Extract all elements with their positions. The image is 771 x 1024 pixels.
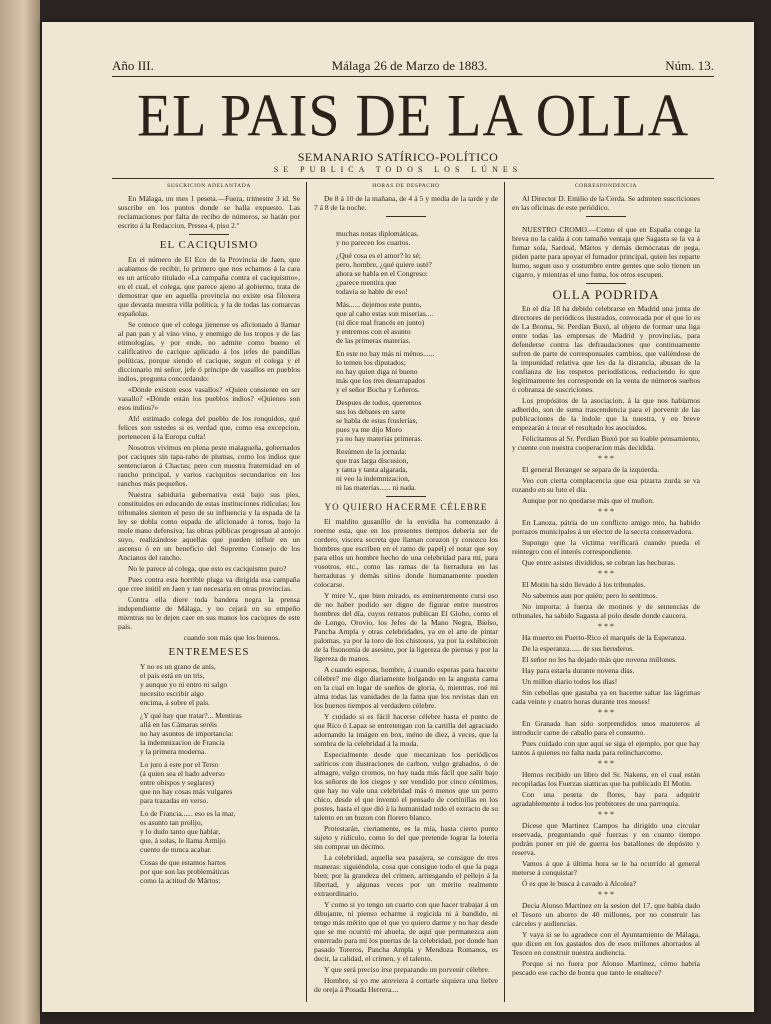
- subscription-text: En Málaga, un mes 1 peseta.—Fuera, trimestre 3 id. Se suscribe en los puntos donde se halla expuesto. Las reclamaciones por falta de recibo de números, se harán por escrito á la Redaccion, Presea 4, piso 2.º: [118, 194, 300, 230]
- paragraph: Aunque por no quedarse más que el muñon.: [522, 496, 655, 505]
- paragraph: Nosotros vivimos en plena peste malagueña, gobernados por caciques sin tapa-rabo de plumas, como los indios que sentenciaron á Chactas; pero con nuestra fraternidad en el rancho principal, y varios caciquitos secundarios en los ranchos más pequeños.: [118, 443, 300, 488]
- paragraph: El general Beranger se separa de la izquierda.: [522, 465, 660, 474]
- section-stars: * * *: [598, 708, 614, 717]
- section-stars: * * *: [598, 454, 614, 463]
- column-1: [118, 182, 300, 1002]
- divider: [386, 496, 426, 497]
- section-stars: * * *: [598, 622, 614, 631]
- paragraph: No sabemos aun por quién; pero lo sentimos.: [522, 591, 658, 600]
- verse-line: y aunque yo ni entro ni salgo: [140, 680, 228, 689]
- paragraph: De la esperanza...... de sus herederos.: [522, 644, 635, 653]
- header-rule-top: [112, 76, 714, 77]
- paragraph: En Lanoza, pátria de un conflicto amigo mio, ha habido porrazos municipales á un elector de la seccta conservadora.: [512, 518, 700, 536]
- verse-line: y no parecen los cuartos.: [336, 238, 411, 247]
- paragraph: Protestarán, ciertamente, es la mía, hasta cierto punto sujeto y ridículo, como lo del que pretende lograr la lotería sin comprar un décimo.: [314, 824, 498, 851]
- verse-line: que no hay cosas más vulgares: [140, 787, 233, 796]
- section-stars: * * *: [598, 810, 614, 819]
- verse-line: y el señor Bocha y Leñeros.: [336, 385, 420, 394]
- paragraph: Sin cebollas que gastaba ya en haceme saltar las lágrimas cada veinte y cuatro horas durante tres meses!: [512, 688, 700, 706]
- paragraph: En el día 18 ha debido celebrarse en Madrid una junta de directores de periódicos ilustrados, convocada por el que lo es de La Broma, Sr. Perdían Buxó, al objeto de formar una liga entre todas las empresas de Madrid y provincias, para defenderse contra las defraudaciones que continuamente sufren de parte de corresponsales cambios, que valiéndose de la impunidad relativa que les da la distancia, abusan de la confianza de los respetos periodísticos, reduciendo lo que legítimamente les corresponde en la venta de números sueltos ó cobranza de suscriciones.: [512, 304, 700, 394]
- paragraph: Que entre asistes divididos, se cobran las hechuras.: [522, 558, 676, 567]
- column-divider-1: [306, 182, 307, 1002]
- section-stars: * * *: [598, 890, 614, 899]
- verse-line: Más...... dejemos este punto,: [336, 300, 422, 309]
- verse-line: el país está en un tris,: [140, 671, 205, 680]
- paragraph: La celebridad, aquella sea pasajera, se consigue de tres maneras: siguiéndola, cosa que consigue todo el que la paga bien; por la grandeza del crímen, arriesgando el pellejo á la libertad, y algunas veces por un mérito realmente extraordinario.: [314, 853, 498, 898]
- verse-line: todavía se hable de eso!: [336, 287, 408, 296]
- verse-line: cuento de nunca acabar.: [140, 845, 212, 854]
- verse-line: que, á solas, le llama Armijo: [140, 836, 226, 845]
- paragraph: Especialmente desde que mecanizan los periódicos satíricos con ilustraciones de carbon, vulgo grabados, ó de almagre, vulgo cromos, no hay nada más fácil que salir bajo los señores de los ciegos y ser vendido por cinco céntimos, que hay no vale una celebridad más ó menos que un perro chico, desde el que inventó el pensado de cortinillas en los postes, hasta el que dió á la humanidad todo el extracto de su talento en un buzon con florero blanco.: [314, 750, 498, 822]
- paragraph: Hay para estarla durante novena días.: [522, 666, 635, 675]
- office-hours-heading: HORAS DE DESPACHO: [372, 183, 440, 189]
- section-stars: * * *: [598, 507, 614, 516]
- verse-line: sus los debates en sarte: [336, 407, 406, 416]
- verse-line: por que son las problemáticas: [140, 867, 230, 876]
- header-topline: [112, 58, 714, 74]
- verse-line: para trazadas en verso.: [140, 796, 209, 805]
- paragraph: Y mire V., que bien mirado, es eminentemente cursi eso de no haber podido ser digno de figurar entre nuestros hombres del día, cuyos retratos publican El Globo, como el de Longo, Orovio, los Jefes de la Mano Negra, Bielso, Pancha Ampla y otras celebridades, ya en el arte de pintar palomas, ya por la toro de los chistosos, ya por la exhibicion de la fisonomía de asesino, por la ligereza de piernas y por la ligereza de manos.: [314, 591, 498, 663]
- paragraph: El Motin ha sido llevado á los tribunales.: [522, 580, 646, 589]
- verse-line: Cosas de que estamos hartos: [140, 858, 226, 867]
- paragraph: Hemos recibido un libro del Sr. Nakens, en el cual están recopiladas los Fuerzas siatticas que ha publicado El Motin.: [512, 770, 700, 788]
- verse-line: muchas notas diplomáticas,: [336, 229, 419, 238]
- dateline: Málaga 26 de Marzo de 1883.: [331, 58, 488, 73]
- book-spine: [0, 0, 40, 1024]
- paragraph: Pues cuidado con que aquí se siga el ejemplo, por que hay tantos á quienes no falta nada para relincharcomo.: [512, 739, 700, 757]
- paragraph: Ha muerto en Puerto-Rico el marqués de la Esperanza.: [522, 633, 687, 642]
- paragraph: Los propósitos de la asociacion, á la que nos habíamos adherido, son de suma trascendencia para el porvenir de las publicaciones de la índole que la nuestra, y en breve empezarán á tocar el resultado los asociados.: [512, 396, 700, 432]
- paragraph: NUESTRO CROMO.—Como el que en España conge la breva no la caída á con tamaño ventaja que Sagasta se la va á fumar sola, Sardoal, Mártos y demás demócratas de pega, piden parte para apoyar el fumador principal, quien les reparte humo, segun uso y costumbre entre gentes que solo tienen un cigarro, y mientras el uno fuma, los otros escupen.: [512, 225, 700, 279]
- verse-line: no hay asuntos de importancia:: [140, 729, 234, 738]
- verse-line: ¿parece mentira que: [336, 278, 397, 287]
- verse-line: En este no hay más ni ménos......: [336, 349, 435, 358]
- verse-line: Lo juro á este por el Terso: [140, 760, 219, 769]
- newspaper-page: [42, 22, 754, 1012]
- paragraph: Porque si no fuera por Alonso Martinez, cómo habría pescado ese cacho de honra que tanto le enaltece?: [512, 959, 700, 977]
- divider: [586, 283, 626, 284]
- issue-number: Núm. 13.: [665, 58, 714, 73]
- masthead-title: EL PAIS DE LA OLLA: [136, 82, 690, 150]
- office-hours-text: De 8 á 10 de la mañana, de 4 á 5 y media de la tarde y de 7 á 8 de la noche.: [314, 194, 498, 212]
- verse-line: y tanta y tanta algarada,: [336, 465, 408, 474]
- subscription-heading: SUSCRICION ADELANTADA: [167, 183, 251, 189]
- paragraph: Decia Alonso Martinez en la sesion del 17, que había dado el Tesoro un ahorro de 40 millones, por no construir las cárceles y audiencias.: [512, 901, 700, 928]
- verse-line: ¿Qué cosa es el amor? lo sé;: [336, 251, 421, 260]
- paragraph: No le parece al colega, que esto es caciquismo puro?: [128, 564, 287, 573]
- verse-line: necesito escribir algo: [140, 689, 204, 698]
- divider: [586, 216, 626, 217]
- paragraph: En Granada han sido sorprendidos unos matuteros al introducir carne de caballo para el consumo.: [512, 719, 700, 737]
- masthead-subtitle: SEMANARIO SATÍRICO-POLÍTICO: [297, 150, 499, 164]
- verse-line: ¿Y qué hay que tratar?... Mentiras: [140, 711, 242, 720]
- verse-line: y entremos con el asunto: [336, 327, 411, 336]
- column-2: [314, 182, 498, 1002]
- verse-line: encima, á sobre el país.: [140, 698, 210, 707]
- paragraph: No importa: á fuerza de motines y de sentencias de tribunales, ha sabido Sagasta al polo desde donde caucera.: [512, 602, 700, 620]
- article-heading-entremeses: ENTREMESES: [168, 646, 250, 658]
- correspondence-heading: CORRESPONDENCIA: [574, 183, 638, 189]
- paragraph: Supongo que la víctima verificará cuando pueda el reintegro con el interés correspondiente.: [512, 538, 700, 556]
- verse-line: entre obispos y seglares): [140, 778, 214, 787]
- paragraph: Y cuidado si es fácil hacerse célebre hasta el punto de que Rico ó Lapaz se entretengan con la cartilla del agraciado adornando la imágen en box, méno de diez, á veces, que la sombra de la celebridad á la moda.: [314, 712, 498, 748]
- paragraph: A cuando esperas, hombre, á cuando esperas para hacerte célebre? me digo diariamente holgando en la angusta cama en la cual en lugar de sueños de gloria, ó, mientras, roé mi alma todas las vanidades de la fama que los revistas dan en los buenos tiempos al verdadero célebre.: [314, 665, 498, 710]
- verse-line: es asunto tan prolijo,: [140, 818, 203, 827]
- paragraph: Con una peseta de flores, hay para adquirir agradablemente á todos los probitores de una parroquia.: [512, 790, 700, 808]
- verse-line: y lo dudo tanto que hablar,: [140, 827, 221, 836]
- verse-line: no hay quien diga ni bueno: [336, 367, 418, 376]
- paragraph: Contra ella diere toda bandera negra la prensa independiente de Málaga, y no cejará en su empeño mientras no le dejen caer en sus manos los caciques de este pais.: [118, 595, 300, 631]
- verse-line: ni veo la indemnizacion,: [336, 474, 410, 483]
- verse-line: Resúmen de la jornada:: [336, 447, 407, 456]
- paragraph: Hombre, si yo me atreviera á cortarle siquiera una liebre de oreja á Posada Herrera....: [314, 976, 498, 994]
- verse-line: la indemnizacion de Francia: [140, 738, 225, 747]
- verse-line: allá en las Cámaras seréis: [140, 720, 218, 729]
- paragraph: En el número de El Eco de la Provincia de Jaen, que acabamos de recibir, lo primero que nos echamos á la cara es un artículo titulado «La campaña contra el caciquismo», en el cual, el colega, que parece ajeno al gobierno, trata de demostrar que en aquella provincia no existe esa filoxera que devasta nuestra villa política, y la de todas las comarcas españolas.: [118, 255, 300, 318]
- paragraph: «Dónde existen esos vasallos? «Quien consiente en ser vasallo? «Dónde están los pueblos indios? «Quienes son esos indios?»: [118, 385, 300, 412]
- paragraph: Se conoce que el colega jienense es aficionado á llamar al pan pan y al vino vino, y enemigo de los tropos y de las etimologías, y por ende, no admite como bueno el calificativo de cacique aplicado á los jefes de pandillas políticas, porque siendo el cacique, segun el colega y el diccionario mi señor, jefe ó príncipe de vasallos en pueblos indios, pregunta concordando:: [118, 320, 300, 383]
- article-closing: cuando son más que los buenos.: [183, 633, 280, 642]
- verse-line: Lo de Francia...... eso es la mar,: [140, 809, 236, 818]
- section-stars: * * *: [598, 759, 614, 768]
- verse-line: pero, hombre, ¿qué quiere usté?: [336, 260, 432, 269]
- verse-line: se habla de estas fruslerías,: [336, 416, 418, 425]
- header-rule-bottom: [112, 178, 714, 179]
- verse-line: ni las materias...... ni nada.: [336, 483, 417, 492]
- paragraph: El señor no les ha dejado más que novena millones.: [522, 655, 677, 664]
- paragraph: Nuestra sabiduría gubernativa está bajo sus pies, constituidos en educando de estas instituciones ridículas; los tribunales sienten el peso de su influencia y la espada de la ley se dobla como espada de aficionado á toros, bajo la mole mano defensiva; las obras públicas progresan al antojo suyo, realizándose aquellas que pueden influir en un ascenso ó en un beneficio del Supremo Consejo de los Ancianos del rancho.: [118, 490, 300, 562]
- section-stars: * * *: [598, 569, 614, 578]
- paragraph: Vamos á que á última hora se le ha ocurrido al general meterse á conquistar?: [512, 859, 700, 877]
- verse-line: lo temen los diputados;: [336, 358, 406, 367]
- article-heading-caciquismo: EL CACIQUISMO: [159, 239, 259, 251]
- issue-year: Año III.: [112, 58, 154, 73]
- paragraph: Ó es que le busca á cavado á Alcolea?: [522, 879, 637, 888]
- verse-line: Y no es un grano de anís,: [140, 662, 216, 671]
- article-heading-olla-podrida: OLLA PODRIDA: [552, 287, 660, 302]
- paragraph: Dicese que Martinez Campos ha dirigido una circular reservada, preguntando qué fuerzas y en cuanto tiempo podrán poner en pié de guerra los batallones de depósito y reserva.: [512, 821, 700, 857]
- verse-line: (á quien sea el hado adverso: [140, 769, 225, 778]
- masthead-motto: SE PUBLICA TODOS LOS LÚNES: [273, 165, 523, 174]
- verse-line: Despues de todos, queremos: [336, 398, 422, 407]
- paragraph: Y vaya si se lo agradece con el Ayuntamiento de Málaga, que dicen en los gastados dos de esos millones ahorrados al Tesoro en construir nuestra audiencia.: [512, 930, 700, 957]
- column-3: [512, 182, 700, 1002]
- paragraph: El maldito gusanillo de la envidia ha comenzado á roerme esta, que en los presentes tiempos debería ser de cordero, viscera secreta que llaman corazon (y conozco los hombres que escriben en el ramo de papel) el notar que soy para ellos un hombre hecho de una celebridad para mí, para vosotros, etc., como las ramas de la herradura en las herraduras y demás sitios donde humanamente pueden colocarse.: [314, 517, 498, 589]
- paragraph: Pues contra esta horrible plaga va dirigida esa campaña que cree inútil en Jaen y tan necesaria en otras provincias.: [118, 575, 300, 593]
- correspondence-text: Al Director D. Emilio de la Cerda. Se admiten suscriciones en las oficinas de este periódico.: [512, 194, 700, 212]
- verse-line: de las primeras materias.: [336, 336, 411, 345]
- paragraph: Y que será preciso irse preparando un porvenir célebre.: [324, 965, 490, 974]
- divider: [189, 234, 229, 235]
- verse-line: más que los tres desarrapados: [336, 376, 426, 385]
- paragraph: Y como si yo tengo un cuarto con que hacer trabajar á un dibujante, ni pienso echarme á regicida ni á bandido, ni tengo más mérito que el que yo quiero darme y no hay desde que se me ocurrió mi abuela, de aquí que permanezca aun enterrado para mí los puertas de la celebridad, por donde han pasado Toreros, Pancha Ampla y Mendoza Romanos, es decir, la calidad, el crímen, y el talento.: [314, 900, 498, 963]
- verse-line: como la actitud de Mártos;: [140, 876, 221, 885]
- paragraph: Veo con cierta complacencia que esa pizarra zurda se va rozando en su luto el día.: [512, 476, 700, 494]
- verse-line: y la primera moderna.: [140, 747, 207, 756]
- column-divider-2: [504, 182, 505, 1002]
- paragraph: Felicitamos al Sr. Perdían Buxó por su loable pensamiento, y cuente con nuestra cooperacion más decidida.: [512, 434, 700, 452]
- verse-line: que tras larga discusion,: [336, 456, 409, 465]
- paragraph: Un millon diario todos los días!: [522, 677, 618, 686]
- paragraph: Ah! estimado colega del pueblo de los ronquidos, qué felices son ustedes si es verdad que, como esa excepcion, pertenecen á la Europa culta!: [118, 414, 300, 441]
- verse-line: (ni dice mal francés en junto): [336, 318, 425, 327]
- verse-line: que al cabo estas son miserias....: [336, 309, 434, 318]
- divider: [386, 216, 426, 217]
- verse-line: pues ya me dijo Moro: [336, 425, 402, 434]
- article-heading-celebre: YO QUIERO HACERME CÉLEBRE: [324, 502, 488, 512]
- verse-line: ya no hay materias primeras.: [336, 434, 423, 443]
- verse-line: ahora se habla en el Congreso:: [336, 269, 428, 278]
